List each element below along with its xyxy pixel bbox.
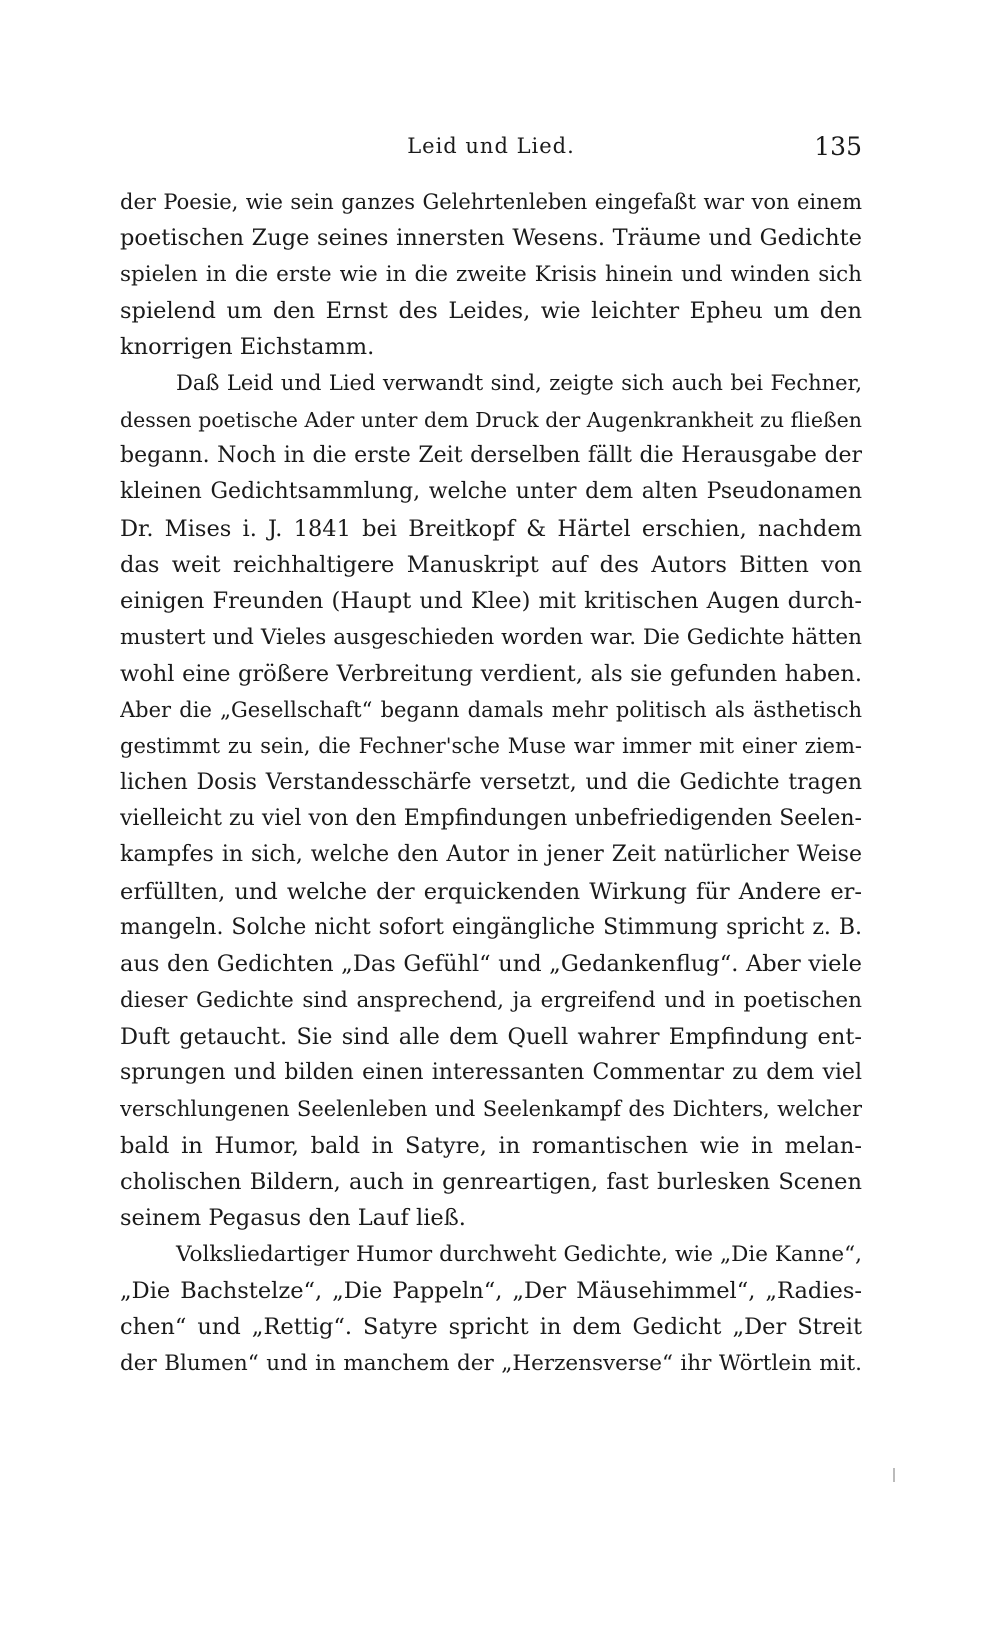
text-line: einigen Freunden (Haupt und Klee) mit kritischen Augen durch-	[120, 588, 862, 615]
text-line: gestimmt zu sein, die Fechner'sche Muse war immer mit einer ziem-	[120, 734, 862, 759]
text-line: Volksliedartiger Humor durchweht Gedichte, wie „Die Kanne“,	[176, 1241, 862, 1267]
text-line: dieser Gedichte sind ansprechend, ja ergreifend und in poetischen	[120, 987, 862, 1013]
text-line: der Poesie, wie sein ganzes Gelehrtenleben eingefaßt war von einem	[120, 190, 862, 214]
text-line: dessen poetische Ader unter dem Druck der Augenkrankheit zu fließen	[120, 407, 862, 432]
paragraph-1	[120, 184, 862, 365]
running-title: Leid und Lied.	[407, 134, 575, 158]
text-line: mustert und Vieles ausgeschieden worden war. Die Gedichte hätten	[120, 624, 862, 650]
paragraph-2	[120, 365, 862, 1236]
text-line: „Die Bachstelze“, „Die Pappeln“, „Der Mäusehimmel“, „Radies-	[120, 1277, 862, 1304]
scan-speck	[893, 1468, 895, 1482]
text-line: aus den Gedichten „Das Gefühl“ und „Gedankenflug“. Aber viele	[120, 951, 862, 978]
text-line: seinem Pegasus den Lauf ließ.	[120, 1205, 466, 1232]
text-line: kampfes in sich, welche den Autor in jener Zeit natürlicher Weise	[120, 842, 862, 868]
text-line: spielend um den Ernst des Leides, wie leichter Epheu um den	[120, 297, 862, 324]
text-line: Duft getaucht. Sie sind alle dem Quell wahrer Empfindung ent-	[120, 1023, 862, 1050]
text-line: vielleicht zu viel von den Empfindungen unbefriedigenden Seelen-	[120, 806, 862, 832]
text-line: kleinen Gedichtsammlung, welche unter dem alten Pseudonamen	[120, 479, 862, 505]
running-head	[120, 132, 862, 168]
text-line: sprungen und bilden einen interessanten Commentar zu dem viel	[120, 1060, 862, 1086]
text-line: verschlungenen Seelenleben und Seelenkampf des Dichters, welcher	[120, 1097, 862, 1122]
text-line: cholischen Bildern, auch in genreartigen, fast burlesken Scenen	[120, 1169, 862, 1196]
text-line: lichen Dosis Verstandesschärfe versetzt, und die Gedichte tragen	[120, 769, 862, 795]
body-text	[120, 184, 862, 1382]
text-line: bald in Humor, bald in Satyre, in romantischen wie in melan-	[120, 1132, 862, 1159]
text-line: poetischen Zuge seines innersten Wesens. Träume und Gedichte	[120, 225, 862, 252]
text-line: mangeln. Solche nicht sofort eingängliche Stimmung spricht z. B.	[120, 914, 862, 940]
text-line: Daß Leid und Lied verwandt sind, zeigte sich auch bei Fechner,	[176, 371, 862, 396]
text-line: Aber die „Gesellschaft“ begann damals mehr politisch als ästhetisch	[120, 698, 862, 723]
text-line: wohl eine größere Verbreitung verdient, als sie gefunden haben.	[120, 660, 862, 687]
text-line: begann. Noch in die erste Zeit derselben fällt die Herausgabe der	[120, 443, 862, 469]
text-line: chen“ und „Rettig“. Satyre spricht in dem Gedicht „Der Streit	[120, 1314, 862, 1341]
paragraph-3	[120, 1237, 862, 1382]
text-line: knorrigen Eichstamm.	[120, 334, 375, 361]
text-line: der Blumen“ und in manchem der „Herzensverse“ ihr Wörtlein mit.	[120, 1350, 862, 1376]
text-line: spielen in die erste wie in die zweite Krisis hinein und winden sich	[120, 261, 862, 287]
text-line: Dr. Mises i. J. 1841 bei Breitkopf & Härtel erschien, nachdem	[120, 515, 862, 542]
text-line: das weit reichhaltigere Manuskript auf des Autors Bitten von	[120, 551, 862, 578]
text-line: erfüllten, und welche der erquickenden Wirkung für Andere er-	[120, 878, 862, 905]
page-number: 135	[814, 132, 862, 161]
